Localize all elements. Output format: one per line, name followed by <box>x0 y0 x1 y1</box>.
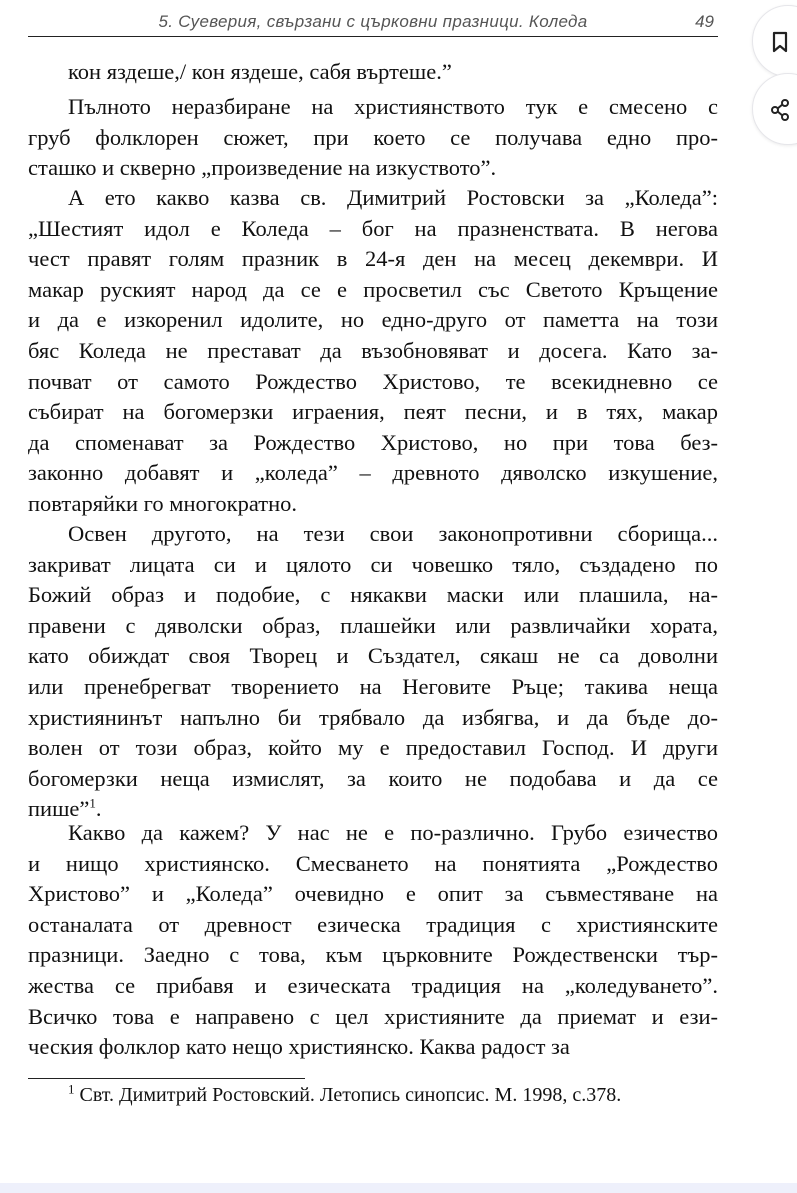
line-text: ческия фолклор като нещо християнско. Каква радост за <box>28 1034 570 1060</box>
text-line <box>28 911 718 939</box>
line-text: Какво да кажем? У нас не е по-различно. Грубо езичество <box>68 820 718 845</box>
footnote-divider <box>28 1078 305 1079</box>
line-text: християнинът напълно би трябвало да избягва, и да бъде до- <box>28 704 718 730</box>
line-text: пише” <box>28 796 90 822</box>
text-line <box>68 58 718 86</box>
line-text: повтаряйки го многократно. <box>28 491 298 516</box>
text-line <box>68 93 718 121</box>
line-text: жества се прибавя и езическата традиция на „коледуването”. <box>28 973 718 998</box>
line-text: Христово” и „Коледа” очевидно е опит за съвместяване на <box>28 881 718 907</box>
line-text: Божий образ и подобие, с някакви маски или плашила, на- <box>28 582 718 608</box>
line-text: груб фолклорен сюжет, при което се получава едно про- <box>28 124 718 150</box>
line-text: като обиждат своя Творец и Създател, сякаш не са доволни <box>28 643 718 669</box>
footnote-text: Свт. Димитрий Ростовский. Летопись синопсис. М. 1998, с.378. <box>79 1084 622 1106</box>
share-button[interactable] <box>752 73 797 145</box>
text-line <box>28 1033 718 1061</box>
line-text: макар руският народ да се е просветил със Светото Кръщение <box>28 276 718 302</box>
text-line <box>28 490 718 518</box>
line-text: богомерзки неща измислят, за които не подобава и да се <box>28 765 718 791</box>
line-text: празници. Заедно с това, към църковните Рождественски тър- <box>28 942 718 968</box>
line-text: правени с дяволски образ, плашейки или развличайки хората, <box>28 612 718 638</box>
line-text: Освен другото, на тези свои законопротивни сборища... <box>68 521 718 546</box>
footnote <box>68 1081 622 1107</box>
line-text: закриват лицата си и цялото си човешко тяло, създадено по <box>28 551 718 577</box>
text-line: пише”$^1$. <box>28 795 102 822</box>
chapter-title: 5. Суеверия, свързани с църковни празници. Коледа <box>158 12 588 31</box>
text-line <box>28 612 718 640</box>
text-line <box>68 520 718 548</box>
bookmark-icon <box>770 30 790 54</box>
text-line <box>28 850 718 878</box>
running-header <box>28 8 718 37</box>
text-line <box>28 734 718 762</box>
text-line <box>68 184 718 212</box>
text-line <box>28 642 718 670</box>
bookmark-button[interactable] <box>752 5 797 77</box>
line-text: законно добавят и „коледа” – древното дяволско изкушение, <box>28 460 718 486</box>
text-line <box>28 941 718 969</box>
page-number: 49 <box>695 12 714 31</box>
line-text: събират на богомерзки играения, пеят песни, и в тях, макар <box>28 399 718 425</box>
bottom-toolbar-edge <box>0 1183 797 1193</box>
text-line <box>28 880 718 908</box>
text-line <box>28 1003 718 1031</box>
line-text: волен от този образ, който му е предоставил Господ. И други <box>28 735 718 761</box>
line-text: А ето какво казва св. Димитрий Ростовски за „Коледа”: <box>68 185 718 210</box>
line-text: Пълното неразбиране на християнството тук е смесено с <box>68 94 718 119</box>
share-icon <box>770 98 792 122</box>
line-text: Всичко това е направено с цел християните да приемат и ези- <box>28 1003 718 1029</box>
line-text: сташко и скверно „произведение на изкуството”. <box>28 155 497 181</box>
line-text: кон яздеше,/ кон яздеше, сабя въртеше.” <box>68 59 452 84</box>
line-text: чест правят голям празник в 24-я ден на месец декември. И <box>28 246 718 272</box>
text-line <box>28 306 718 334</box>
line-text: и нищо християнско. Смесването на понятията „Рождество <box>28 850 718 876</box>
line-text: почват от самото Рождество Христово, те всекидневно се <box>28 368 718 394</box>
text-line <box>28 124 718 152</box>
footnote-reference[interactable]: 1 <box>89 795 96 811</box>
footnote-number: 1 <box>68 1081 75 1097</box>
text-line <box>28 765 718 793</box>
text-line <box>28 551 718 579</box>
text-line <box>28 276 718 304</box>
text-line <box>28 429 718 457</box>
line-text: и да е изкоренил идолите, но едно-друго от паметта на този <box>28 307 718 333</box>
text-line <box>28 337 718 365</box>
line-text: да споменават за Рождество Христово, но при това без- <box>28 429 718 455</box>
text-line <box>68 819 718 847</box>
text-line <box>28 972 718 1000</box>
line-text: „Шестият идол е Коледа – бог на празненствата. В негова <box>28 215 718 241</box>
text-line <box>28 368 718 396</box>
text-line <box>28 154 718 182</box>
text-line <box>28 215 718 243</box>
text-line <box>28 245 718 273</box>
line-text: останалата от древност езическа традиция с християнските <box>28 911 718 937</box>
line-text: бяс Коледа не престават да възобновяват и досега. Като за- <box>28 338 718 363</box>
text-line <box>28 673 718 701</box>
text-line <box>28 398 718 426</box>
text-line <box>28 459 718 487</box>
line-text: или пренебрегват творението на Неговите Ръце; такива неща <box>28 674 718 699</box>
text-line <box>28 704 718 732</box>
text-line <box>28 581 718 609</box>
